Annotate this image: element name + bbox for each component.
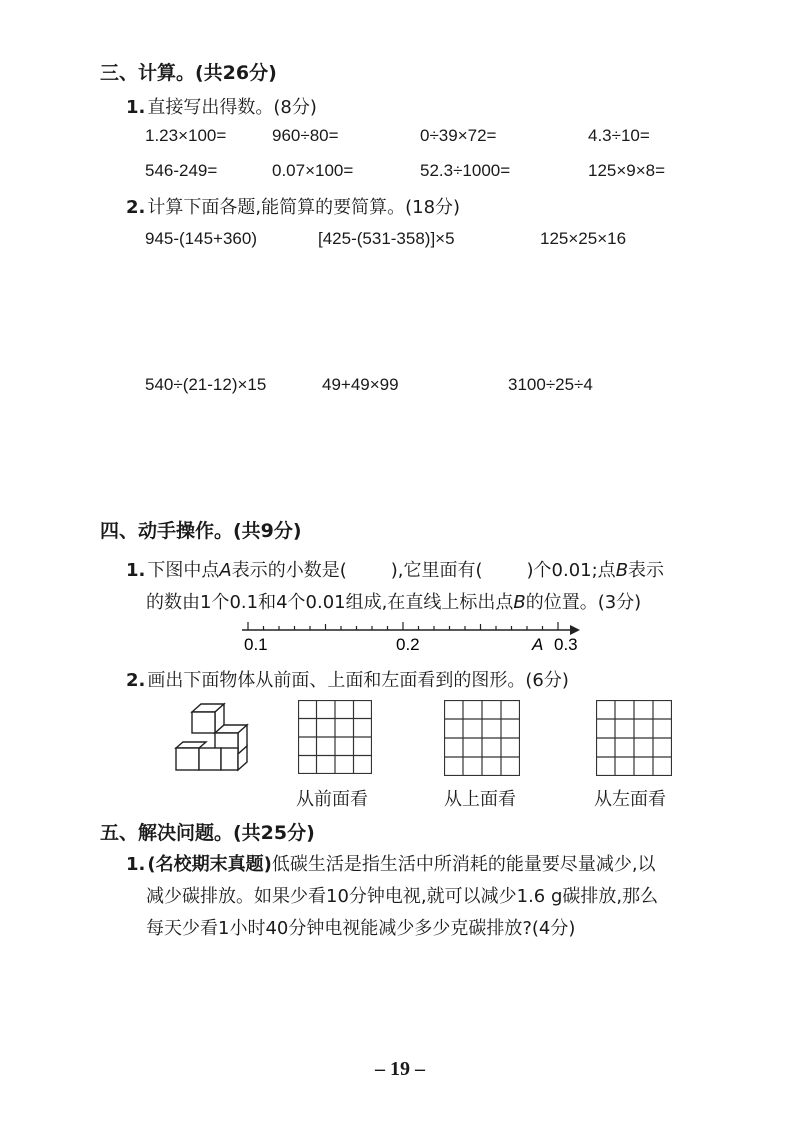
question-number: 1.: [126, 854, 146, 875]
question-number: 1.: [126, 97, 146, 118]
number-line-ticks: [248, 622, 558, 630]
calc-item: 125×9×8=: [588, 161, 666, 180]
question-number: 2.: [126, 670, 146, 691]
cube-face: [221, 748, 238, 770]
cube-face: [192, 712, 215, 733]
grid-caption: 从前面看: [296, 789, 368, 810]
calc-item: 945-(145+360): [145, 229, 258, 248]
grid-left-view[interactable]: [596, 700, 672, 776]
question-2-heading: [126, 666, 569, 692]
calc-item: 540÷(21-12)×15: [145, 375, 267, 394]
question-2-heading: [126, 193, 460, 219]
point-b-var: B: [513, 592, 526, 613]
problem-line-1: [126, 850, 656, 876]
section-title-hands-on: 四、动手操作。(共9分): [100, 520, 302, 542]
grid-top-view[interactable]: [444, 700, 520, 776]
question-text: 计算下面各题,能简算的要简算。(18分): [147, 197, 461, 218]
calc-item: [425-(531-358)]×5: [318, 229, 455, 248]
grid-front-view[interactable]: [298, 700, 372, 774]
section-title-problems: 五、解决问题。(共25分): [100, 822, 315, 844]
text-run: )个0.01;点: [526, 560, 616, 581]
calc-item: 49+49×99: [322, 375, 399, 394]
source-tag: (名校期末真题): [147, 854, 272, 875]
section-title-calc: 三、计算。(共26分): [100, 62, 277, 84]
calc-item: 125×25×16: [540, 229, 627, 248]
grid-svg: [298, 700, 372, 774]
calc-item: 0÷39×72=: [420, 126, 497, 145]
point-a-var: A: [219, 560, 232, 581]
cube-face: [176, 742, 206, 748]
calc-item: 546-249=: [145, 161, 218, 180]
point-a-label: A: [532, 635, 544, 654]
text-run: 表示的小数是(: [231, 560, 347, 581]
grid-caption: 从上面看: [444, 789, 516, 810]
page-number: – 19 –: [375, 1058, 425, 1080]
grid-caption: 从左面看: [594, 789, 666, 810]
problem-line-2: 减少碳排放。如果少看10分钟电视,就可以减少1.6 g碳排放,那么: [146, 886, 659, 907]
text-run: 表示: [628, 560, 665, 581]
calc-item: 1.23×100=: [145, 126, 227, 145]
calc-item: 52.3÷1000=: [420, 161, 511, 180]
cube-face: [199, 748, 221, 770]
point-b-var: B: [615, 560, 629, 581]
question-text: 直接写出得数。(8分): [147, 97, 317, 118]
problem-line-3: 每天少看1小时40分钟电视能减少多少克碳排放?(4分): [146, 918, 576, 939]
cube-face: [176, 748, 199, 770]
cube-solid-figure: [170, 702, 250, 776]
calc-item: 4.3÷10=: [588, 126, 650, 145]
grid-svg: [596, 700, 672, 776]
text-run: 的数由1个0.1和4个0.01组成,在直线上标出点: [146, 592, 514, 613]
calc-item: 0.07×100=: [272, 161, 354, 180]
question-text: 画出下面物体从前面、上面和左面看到的图形。(6分): [147, 670, 569, 691]
text-run: 低碳生活是指生活中所消耗的能量要尽量减少,以: [271, 854, 656, 875]
question-number: 2.: [126, 197, 146, 218]
question-1-line-1: [126, 556, 664, 582]
arrow-icon: [570, 625, 580, 635]
number-line: [238, 618, 590, 660]
calc-item: 3100÷25÷4: [508, 375, 593, 394]
grid-svg: [444, 700, 520, 776]
axis-label: 0.2: [396, 635, 420, 654]
text-run: 的位置。(3分): [525, 592, 642, 613]
question-number: 1.: [126, 560, 146, 581]
axis-label: 0.3: [554, 635, 578, 654]
text-run: 下图中点: [147, 560, 220, 581]
axis-label: 0.1: [244, 635, 268, 654]
calc-item: 960÷80=: [272, 126, 339, 145]
text-run: ),它里面有(: [390, 560, 483, 581]
question-1-line-2: [146, 588, 641, 614]
question-1-heading: [126, 93, 317, 119]
